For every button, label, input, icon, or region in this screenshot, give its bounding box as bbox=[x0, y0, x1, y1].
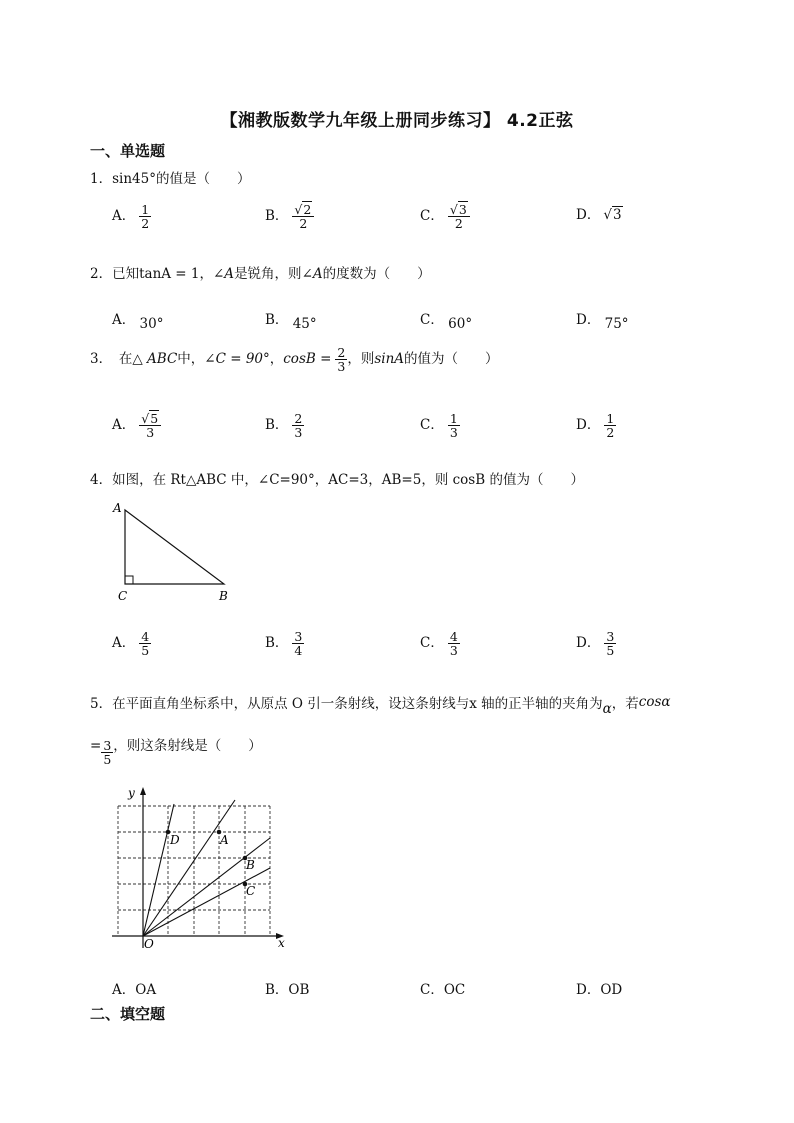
question-4-text: 4．如图，在 Rt△ABC 中，∠C=90°，AC=3，AB=5，则 cosB 的值为（ ） bbox=[90, 472, 584, 488]
q1-option-b-fraction: $\frac{√2}{2}$ bbox=[292, 203, 314, 230]
q2-option-a[interactable]: A． 30° bbox=[112, 312, 164, 332]
section-heading-fill-blank: 二、填空题 bbox=[90, 1005, 166, 1023]
q3-option-c[interactable]: C． $\frac{1}{3}$ bbox=[420, 411, 458, 441]
label-c: C bbox=[118, 589, 128, 603]
q5-option-c[interactable]: C．OC bbox=[420, 982, 466, 998]
question-5-text: 5．在平面直角坐标系中，从原点 O 引一条射线，设这条射线与x 轴的正半轴的夹角为α，若cosα bbox=[90, 694, 671, 717]
q1-option-d-root: √3 bbox=[603, 207, 622, 223]
q4-option-b[interactable]: B． $\frac{3}{4}$ bbox=[265, 629, 303, 659]
label-a: A bbox=[220, 833, 229, 847]
q3-option-d[interactable]: D． $\frac{1}{2}$ bbox=[576, 411, 615, 441]
q4-option-c[interactable]: C． $\frac{4}{3}$ bbox=[420, 629, 458, 659]
triangle-figure bbox=[108, 498, 238, 606]
q1-option-c-fraction: $\frac{√3}{2}$ bbox=[448, 203, 470, 230]
q1-option-c[interactable]: C． $\frac{√3}{2}$ bbox=[420, 203, 470, 230]
y-axis-arrow bbox=[140, 787, 146, 795]
q1-option-a-fraction: $\frac{1}{2}$ bbox=[141, 202, 150, 232]
ray-oa bbox=[143, 800, 235, 936]
q5-cos-fraction: $\frac{3}{5}$ bbox=[103, 738, 112, 768]
q1-option-b[interactable]: B． $\frac{√2}{2}$ bbox=[265, 203, 314, 230]
question-2-text: 2．已知tanA = 1，∠A是锐角，则∠A的度数为（ ） bbox=[90, 266, 431, 282]
coordinate-figure bbox=[108, 782, 293, 952]
q5-option-a[interactable]: A．OA bbox=[112, 982, 157, 998]
label-d: D bbox=[170, 833, 180, 847]
q3-option-a[interactable]: A． $\frac{√5}{3}$ bbox=[112, 412, 161, 439]
question-1-text: 1．sin45°的值是（ ） bbox=[90, 171, 251, 187]
label-y: y bbox=[128, 786, 135, 800]
label-x: x bbox=[278, 936, 285, 950]
q1-option-d[interactable]: D． √3 bbox=[576, 207, 622, 223]
label-b: B bbox=[246, 858, 255, 872]
triangle-abc bbox=[125, 510, 224, 584]
q3-option-b[interactable]: B． $\frac{2}{3}$ bbox=[265, 411, 303, 441]
q4-option-a[interactable]: A． $\frac{4}{5}$ bbox=[112, 629, 150, 659]
label-b: B bbox=[219, 589, 228, 603]
ray-oc bbox=[143, 868, 270, 936]
q1-option-a[interactable]: A． $\frac{1}{2}$ bbox=[112, 202, 150, 232]
q3-cos-fraction: $\frac{2}{3}$ bbox=[337, 345, 346, 375]
question-5-text-line2: = $\frac{3}{5}$ ，则这条射线是（ ） bbox=[90, 738, 262, 768]
q2-option-c[interactable]: C． 60° bbox=[420, 312, 473, 332]
q2-option-b[interactable]: B． 45° bbox=[265, 312, 317, 332]
section-heading-single-choice: 一、单选题 bbox=[90, 142, 166, 160]
page-title: 【湘教版数学九年级上册同步练习】 4.2正弦 bbox=[220, 111, 574, 131]
q5-option-b[interactable]: B．OB bbox=[265, 982, 310, 998]
label-o: O bbox=[144, 937, 154, 951]
label-c: C bbox=[246, 884, 256, 898]
q4-option-d[interactable]: D． $\frac{3}{5}$ bbox=[576, 629, 615, 659]
label-a: A bbox=[113, 501, 122, 515]
q5-option-d[interactable]: D．OD bbox=[576, 982, 623, 998]
right-angle-mark bbox=[125, 576, 133, 584]
question-3-text: 3． 在△ ABC中，∠C = 90°，cosB = $\frac{2}{3}$ ，则sinA的值为（ ） bbox=[90, 345, 499, 375]
q2-option-d[interactable]: D． 75° bbox=[576, 312, 629, 332]
